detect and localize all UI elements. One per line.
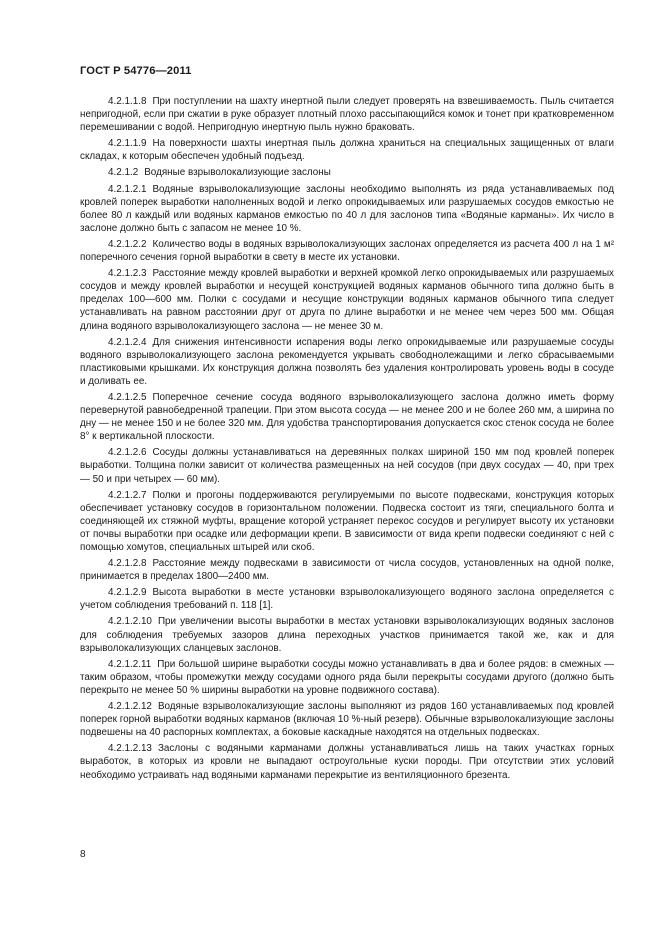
paragraph-4-2-1-2-7 bbox=[80, 489, 614, 554]
paragraph-text: Высота выработки в месте установки взрыволокализующего водяного заслона определяется с учетом соблюдения требований п. 118 [1]. bbox=[80, 587, 614, 612]
paragraph-number: 4.2.1.2.9 bbox=[108, 587, 147, 599]
paragraph-number: 4.2.1.2.5 bbox=[108, 391, 147, 403]
paragraph-text: Полки и прогоны поддерживаются регулируемыми по высоте подвесками, конструкция которых обеспечивает установку сосудов в горизонтальном положении. Подвеска состоит из тяги, специального болта и соединяющей их стяжной муфты, вращение которой устраняет перекос сосудов и регулирует высоту их установки от почвы выработки при осадке или деформации крепи. В зависимости от вида крепи подвески соединяют с ней с помощью хомутов, специальных штырей или скоб. bbox=[80, 489, 614, 553]
paragraph-text: Водяные взрыволокализующие заслоны выполняют из рядов 160 устанавливаемых под кровлей поперек горной выработки водяных карманов (включая 10 %-ный резерв). Обычные взрыволокализующие заслоны подвешены на 40 распорных комплектах, а боковые каскадные находятся на отдельных подвесках. bbox=[80, 701, 614, 739]
paragraph-4-2-1-2-12 bbox=[80, 700, 614, 739]
paragraph-number: 4.2.1.2 bbox=[108, 167, 139, 179]
paragraph-number: 4.2.1.2.4 bbox=[108, 336, 147, 348]
paragraph-4-2-1-2-13 bbox=[80, 742, 614, 781]
paragraph-text: При поступлении на шахту инертной пыли следует проверять на взвешиваемость. Пыль считается непригодной, если при сжатии в руке образует плотный плохо рассыпающийся комок и тонет при кратковременном перемешивании с водой. Непригодную инертную пыль нужно браковать. bbox=[80, 96, 614, 134]
paragraph-text: Для снижения интенсивности испарения воды легко опрокидываемые или разрушаемые сосуды водяного взрыволокализующего заслона рекомендуется укрывать свободнолежащими и легко сбрасываемыми пластиковыми крышками. Их конструкция должна позволять без удаления контролировать уровень воды в сосуде и доливать ее. bbox=[80, 336, 614, 387]
paragraph-4-2-1-2-11 bbox=[80, 658, 614, 697]
paragraph-text: На поверхности шахты инертная пыль должна храниться на специальных защищенных от влаги складах, к которым обеспечен удобный подъезд. bbox=[80, 138, 614, 163]
paragraph-number: 4.2.1.2.6 bbox=[108, 447, 147, 459]
paragraph-number: 4.2.1.2.2 bbox=[108, 238, 147, 250]
paragraph-4-2-1-2-6 bbox=[80, 446, 614, 485]
paragraph-number: 4.2.1.2.10 bbox=[108, 616, 152, 628]
paragraph-text: Расстояние между подвесками в зависимости от числа сосудов, установленных на одной полке, принимается в пределах 1800—2400 мм. bbox=[80, 558, 614, 583]
paragraph-4-2-1-2-10 bbox=[80, 615, 614, 654]
paragraph-number: 4.2.1.2.12 bbox=[108, 701, 152, 713]
page-number: 8 bbox=[80, 849, 86, 860]
paragraph-text: При увеличении высоты выработки в местах установки взрыволокализующих водяных заслонов для соблюдения требуемых зазоров длина переходных участков принимается такой же, как и для взрыволокализующих сланцевых заслонов. bbox=[80, 616, 614, 654]
paragraph-4-2-1-2-2 bbox=[80, 238, 614, 264]
paragraph-4-2-1-2-4 bbox=[80, 336, 614, 388]
paragraph-text: Расстояние между кровлей выработки и верхней кромкой легко опрокидываемых или разрушаемых сосудов и между кровлей выработки и несущей конструкцией водяных карманов обычного типа должно быть в пределах 100—600 мм. Полки с сосудами и несущие конструкции водяных карманов обычного типа следует устанавливать на равном расстоянии друг от друга по длине выработки и не менее чем через 500 мм. Общая длина водяного взрыволокализующего заслона — не менее 30 м. bbox=[80, 268, 614, 332]
paragraph-4-2-1-2-3 bbox=[80, 267, 614, 332]
paragraph-text: Сосуды должны устанавливаться на деревянных полках шириной 150 мм под кровлей поперек выработки. Толщина полки зависит от количества размещенных на ней сосудов (при двух сосудах — 40, при трех — 50 и при четырех — 60 мм). bbox=[80, 447, 614, 485]
paragraph-number: 4.2.1.2.3 bbox=[108, 268, 147, 280]
paragraph-4-2-1-1-8 bbox=[80, 95, 614, 134]
paragraph-number: 4.2.1.2.8 bbox=[108, 558, 147, 570]
paragraph-4-2-1-1-9 bbox=[80, 137, 614, 163]
paragraph-number: 4.2.1.2.11 bbox=[108, 658, 152, 670]
paragraph-text: Водяные взрыволокализующие заслоны bbox=[144, 167, 331, 179]
paragraph-text: При большой ширине выработки сосуды можно устанавливать в два и более рядов: в смежных — таким образом, чтобы промежутки между сосудами одного ряда были перекрыты сосудами другого (должно быть перекрыто не менее 50 % ширины выработки на уровне подвижного состава). bbox=[80, 658, 614, 696]
document-header: ГОСТ Р 54776—2011 bbox=[80, 65, 192, 77]
paragraph-number: 4.2.1.2.7 bbox=[108, 489, 147, 501]
paragraph-text: Поперечное сечение сосуда водяного взрыволокализующего заслона должно иметь форму перевернутой равнобедренной трапеции. При этом высота сосуда — не менее 200 и не более 260 мм, а ширина по дну — не менее 150 и не более 320 мм. Для удобства транспортирования допускается скос стенок сосуда не более 8° к вертикальной плоскости. bbox=[80, 391, 614, 443]
section-heading-4-2-1-2 bbox=[80, 166, 614, 179]
paragraph-4-2-1-2-5 bbox=[80, 391, 614, 443]
paragraph-number: 4.2.1.2.13 bbox=[108, 743, 152, 755]
paragraph-text: Водяные взрыволокализующие заслоны необходимо выполнять из ряда устанавливаемых под кровлей поперек выработки наполненных водой и легко опрокидываемых или разрушаемых сосудов емкостью не более 80 л каждый или водяных карманов емкостью по 40 л для заслонов типа «Водяные карманы». Их число в заслоне должно быть с запасом не менее 10 %. bbox=[80, 183, 614, 234]
paragraph-4-2-1-2-9 bbox=[80, 586, 614, 612]
paragraph-number: 4.2.1.1.9 bbox=[108, 138, 147, 150]
document-body bbox=[80, 95, 614, 785]
paragraph-text: Заслоны с водяными карманами должны устанавливаться лишь на таких участках горных выработок, в которых из кровли не выпадают остроугольные куски породы. При отсутствии этих условий необходимо устраивать над водяными карманами перекрытие из вентиляционного брезента. bbox=[80, 743, 614, 781]
paragraph-4-2-1-2-8 bbox=[80, 557, 614, 583]
paragraph-number: 4.2.1.1.8 bbox=[108, 96, 147, 107]
paragraph-text: Количество воды в водяных взрыволокализующих заслонах определяется из расчета 400 л на 1 м² поперечного сечения горной выработки в свету в месте их установки. bbox=[80, 238, 614, 264]
paragraph-4-2-1-2-1 bbox=[80, 183, 614, 235]
paragraph-number: 4.2.1.2.1 bbox=[108, 183, 147, 195]
